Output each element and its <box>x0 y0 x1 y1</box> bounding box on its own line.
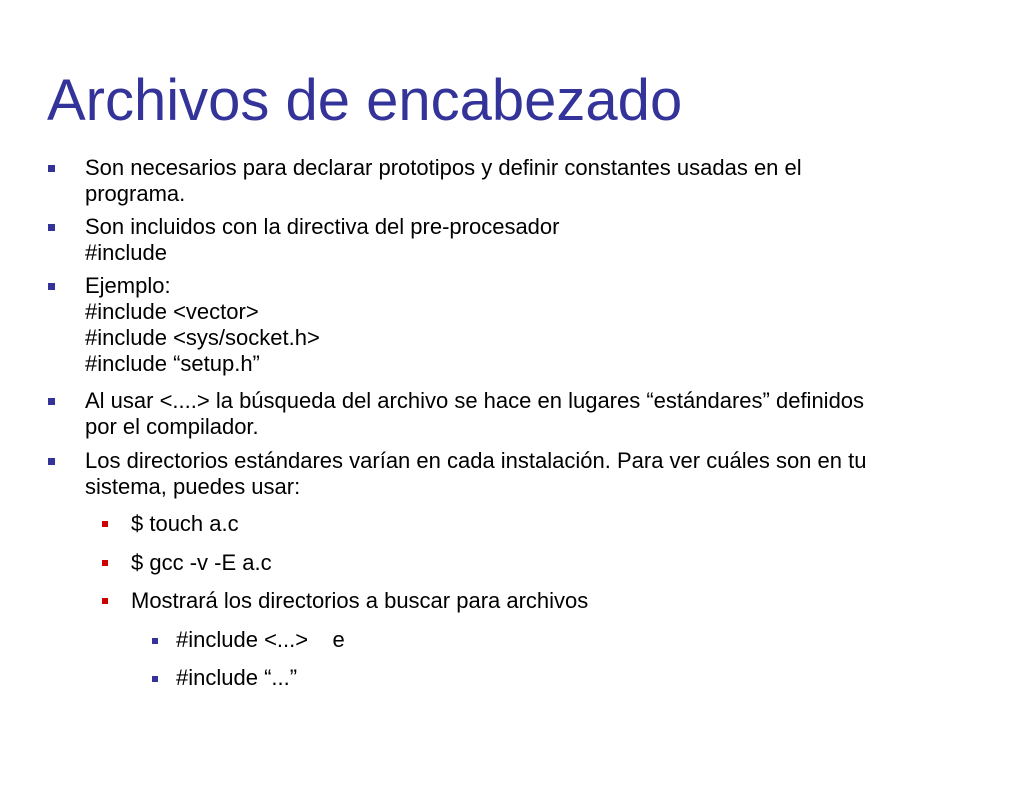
bullet-line: sistema, puedes usar: <box>85 474 301 499</box>
slide-title: Archivos de encabezado <box>47 68 683 133</box>
sub-bullet-text: $ touch a.c <box>131 511 239 536</box>
sub-sub-bullet-item <box>176 665 297 691</box>
square-bullet-icon <box>102 560 108 566</box>
bullet-line: Al usar <....> la búsqueda del archivo se hace en lugares “estándares” definidos <box>85 388 865 413</box>
sub-bullet-item <box>131 511 239 537</box>
sub-sub-bullet-text: #include “...” <box>176 665 298 690</box>
sub-bullet-item <box>131 550 272 576</box>
bullet-line: por el compilador. <box>85 414 259 439</box>
bullet-item <box>85 388 864 440</box>
sub-bullet-text: Mostrará los directorios a buscar para archivos <box>131 588 589 613</box>
sub-bullet-item <box>131 588 588 614</box>
bullet-line: Ejemplo: <box>85 273 171 298</box>
bullet-line: Son incluidos con la directiva del pre-procesador <box>85 214 560 239</box>
square-bullet-icon <box>48 398 55 405</box>
bullet-item <box>85 155 802 207</box>
square-bullet-icon <box>48 283 55 290</box>
square-bullet-icon <box>48 458 55 465</box>
square-bullet-icon <box>102 521 108 527</box>
bullet-item <box>85 448 866 500</box>
bullet-item <box>85 273 320 377</box>
sub-sub-bullet-text: #include <...> e <box>176 627 345 652</box>
sub-bullet-text: $ gcc -v -E a.c <box>131 550 272 575</box>
bullet-line: Los directorios estándares varían en cada instalación. Para ver cuáles son en tu <box>85 448 867 473</box>
square-bullet-icon <box>48 224 55 231</box>
square-bullet-icon <box>152 638 158 644</box>
bullet-line: #include <box>85 240 167 265</box>
bullet-line: #include “setup.h” <box>85 351 260 376</box>
square-bullet-icon <box>48 165 55 172</box>
square-bullet-icon <box>152 676 158 682</box>
bullet-item <box>85 214 559 266</box>
bullet-line: Son necesarios para declarar prototipos y definir constantes usadas en el <box>85 155 802 180</box>
sub-sub-bullet-item <box>176 627 345 653</box>
bullet-line: #include <vector> <box>85 299 259 324</box>
bullet-line: #include <sys/socket.h> <box>85 325 320 350</box>
square-bullet-icon <box>102 598 108 604</box>
bullet-line: programa. <box>85 181 186 206</box>
